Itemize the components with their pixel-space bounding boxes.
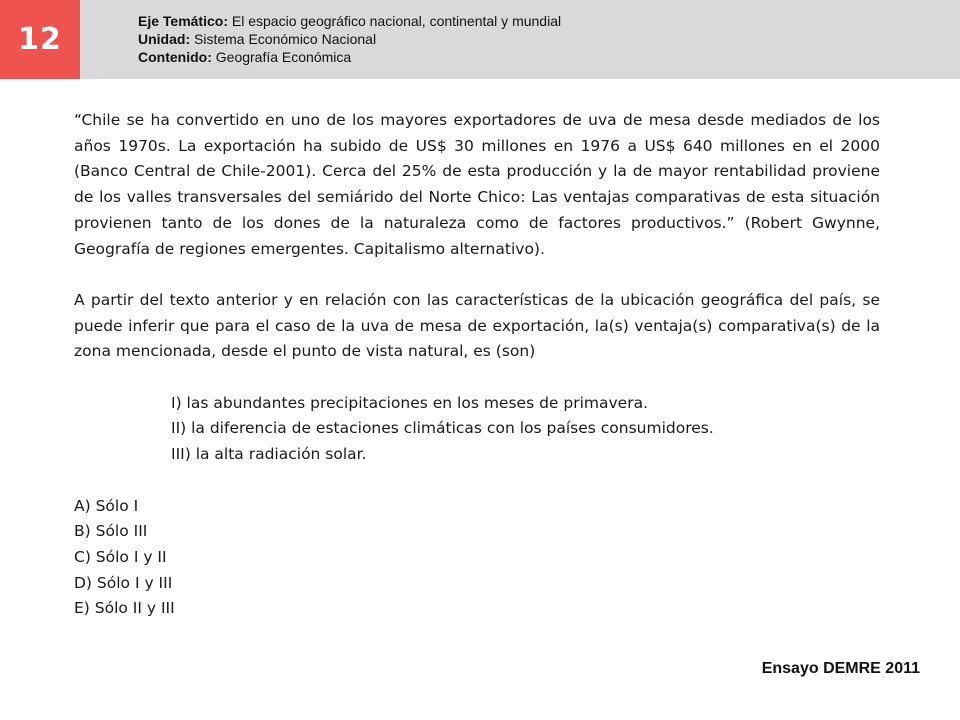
question-number: 12 (18, 22, 62, 57)
option-a[interactable]: A) Sólo I (74, 496, 139, 515)
question-content (74, 108, 880, 622)
eje-tematico-value: El espacio geográfico nacional, continental y mundial (231, 13, 562, 29)
eje-tematico-label: Eje Temático: (138, 13, 228, 29)
option-c[interactable]: C) Sólo I y II (74, 547, 167, 566)
statement-3: III) la alta radiación solar. (171, 445, 367, 464)
header-meta (138, 12, 561, 66)
option-e[interactable]: E) Sólo II y III (74, 599, 175, 618)
option-d[interactable]: D) Sólo I y III (74, 573, 173, 592)
unidad-value: Sistema Económico Nacional (194, 31, 377, 47)
source-footer: Ensayo DEMRE 2011 (761, 660, 920, 677)
question-paragraph: A partir del texto anterior y en relación con las características de la ubicación geográfica del país, se puede inferir que para el caso de la uva de mesa de exportación, la(s) ventaja(s) comparativa(s) de la zona mencionada, desde el punto de vista natural, es (son) (74, 290, 880, 361)
unidad-label: Unidad: (138, 31, 191, 47)
contenido-value: Geografía Económica (215, 49, 352, 65)
eje-tematico-row (138, 12, 561, 30)
contenido-row (138, 48, 561, 66)
statement-2: II) la diferencia de estaciones climáticas con los países consumidores. (171, 419, 714, 438)
option-b[interactable]: B) Sólo III (74, 522, 148, 541)
contenido-label: Contenido: (138, 49, 212, 65)
statement-1: I) las abundantes precipitaciones en los meses de primavera. (171, 393, 648, 412)
quote-paragraph: “Chile se ha convertido en uno de los mayores exportadores de uva de mesa desde mediados de los años 1970s. La exportación ha subido de US$ 30 millones en 1976 a US$ 640 millones en el 2000 (Banco Central de Chile-2001). Cerca del 25% de esta producción y la de mayor rentabilidad proviene de los valles transversales del semiárido del Norte Chico: Las ventajas comparativas de esta situación provienen tanto de los dones de la naturaleza como de factores productivos.” (Robert Gwynne, Geografía de regiones emergentes. Capitalismo alternativo). (74, 111, 880, 258)
question-number-badge (0, 0, 80, 79)
unidad-row (138, 30, 561, 48)
